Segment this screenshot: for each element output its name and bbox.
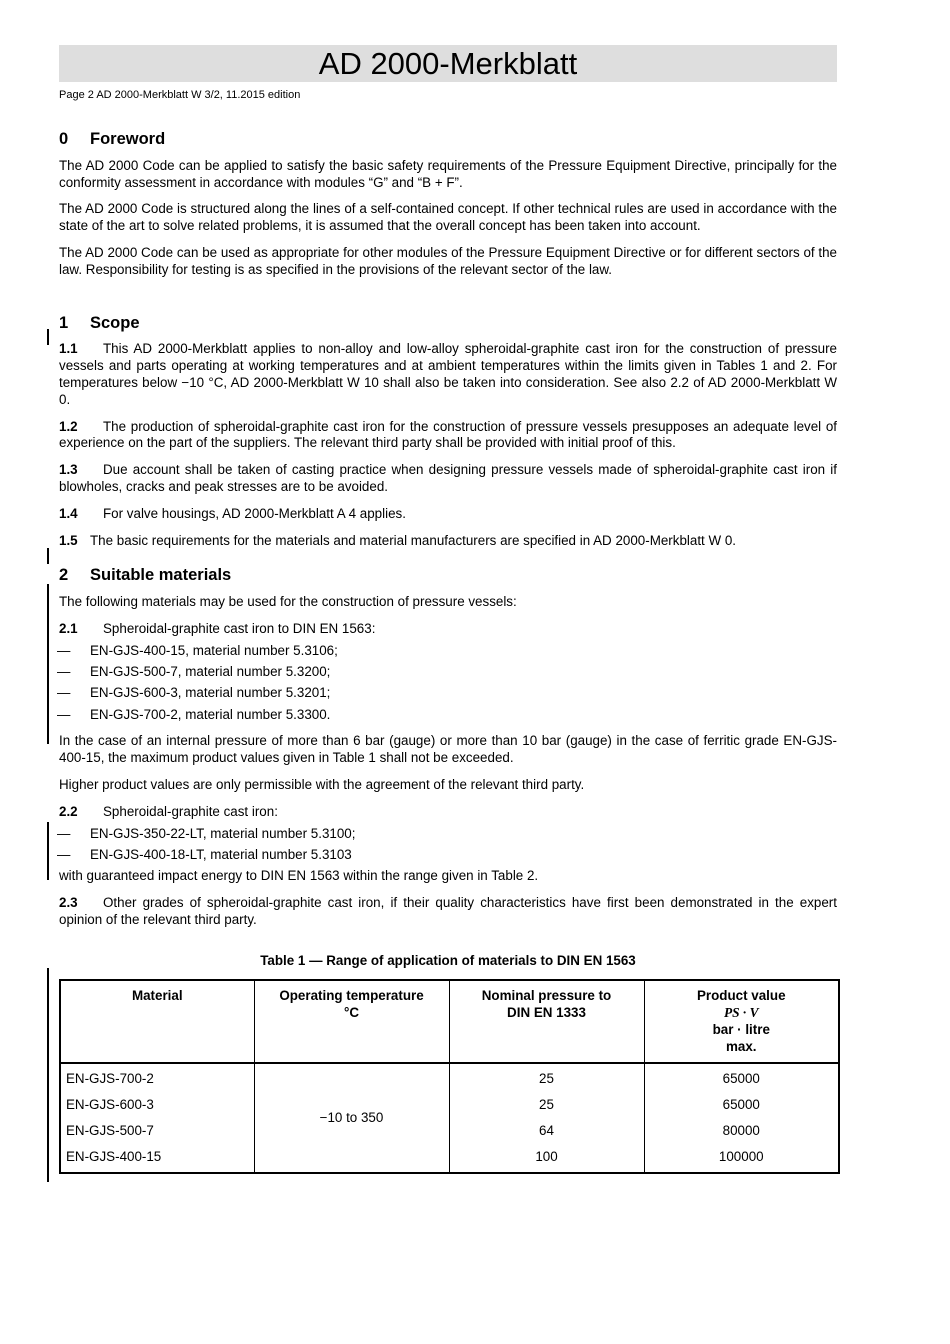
section-heading-suitable-materials: 2 Suitable materials bbox=[59, 566, 232, 585]
list-item: — EN-GJS-500-7, material number 5.3200; bbox=[57, 664, 331, 680]
clause-1-1: 1.1 This AD 2000-Merkblatt applies to non-alloy and low-alloy spheroidal-graphite cast iron for the construction of pressure vessels and parts operating at working temperatures and at ambient temperatures within the limits given in Tables 1 and 2. For temperatures below −10 °C, AD 2000-Merkblatt W 10 shall also be taken into consideration. See also 2.2 of AD 2000-Merkblatt W 0. bbox=[59, 341, 837, 407]
cell-material: EN-GJS-600-3 bbox=[60, 1092, 254, 1118]
clause-2-3: 2.3 Other grades of spheroidal-graphite cast iron, if their quality characteristics have first been demonstrated in the expert opinion of the relevant third party. bbox=[59, 895, 837, 927]
cell-product: 80000 bbox=[644, 1118, 839, 1144]
clause-2-2: 2.2 Spheroidal-graphite cast iron: bbox=[59, 803, 278, 819]
change-bar bbox=[47, 329, 49, 345]
cell-pressure: 25 bbox=[449, 1092, 644, 1118]
formula-ps-v: PS · V bbox=[723, 1005, 759, 1021]
paragraph: The following materials may be used for the construction of pressure vessels: bbox=[59, 594, 517, 610]
list-item: — EN-GJS-400-15, material number 5.3106; bbox=[57, 642, 338, 658]
section-heading-scope: 1 Scope bbox=[59, 313, 140, 332]
header-temperature: Operating temperature °C bbox=[254, 980, 449, 1063]
material-list-2-2 bbox=[59, 826, 837, 864]
list-item: — EN-GJS-350-22-LT, material number 5.3100; bbox=[57, 825, 356, 841]
table-row bbox=[60, 1144, 839, 1173]
header-material: Material bbox=[60, 980, 254, 1063]
cell-material: EN-GJS-500-7 bbox=[60, 1118, 254, 1144]
cell-pressure: 100 bbox=[449, 1144, 644, 1173]
clause-2-1: 2.1 Spheroidal-graphite cast iron to DIN EN 1563: bbox=[59, 620, 376, 636]
list-item: — EN-GJS-700-2, material number 5.3300. bbox=[57, 706, 331, 722]
list-item: — EN-GJS-600-3, material number 5.3201; bbox=[57, 685, 331, 701]
cell-temperature-range: −10 to 350 bbox=[254, 1063, 449, 1173]
clause-1-4: 1.4 For valve housings, AD 2000-Merkblatt A 4 applies. bbox=[59, 505, 406, 521]
cell-pressure: 25 bbox=[449, 1063, 644, 1092]
cell-pressure: 64 bbox=[449, 1118, 644, 1144]
cell-product: 65000 bbox=[644, 1063, 839, 1092]
change-bar bbox=[47, 548, 49, 564]
header-pressure: Nominal pressure to DIN EN 1333 bbox=[449, 980, 644, 1063]
paragraph: The AD 2000 Code can be applied to satisfy the basic safety requirements of the Pressure Equipment Directive, principally for the conformity assessment in accordance with modules “G” and “B + F”. bbox=[59, 157, 837, 190]
change-bar bbox=[47, 822, 49, 880]
clause-1-2: 1.2 The production of spheroidal-graphite cast iron for the construction of pressure vessels presupposes an adequate level of experience on the part of the suppliers. The relevant third party shall be provided with initial proof of this. bbox=[59, 418, 837, 451]
cell-product: 100000 bbox=[644, 1144, 839, 1173]
page-info: Page 2 AD 2000-Merkblatt W 3/2, 11.2015 edition bbox=[59, 89, 301, 101]
paragraph: The AD 2000 Code can be used as appropriate for other modules of the Pressure Equipment Directive or for different sectors of the law. Responsibility for testing is as specified in the provisions of the relevant sector of the law. bbox=[59, 244, 837, 277]
material-list-2-1 bbox=[59, 643, 837, 724]
paragraph: In the case of an internal pressure of more than 6 bar (gauge) or more than 10 bar (gauge) in the case of ferritic grade EN-GJS-400-15, the maximum product values given in Table 1 shall not be exceeded. bbox=[59, 733, 837, 766]
table-row bbox=[60, 1118, 839, 1144]
table-caption: Table 1 — Range of application of materials to DIN EN 1563 bbox=[260, 952, 636, 968]
clause-1-3: 1.3 Due account shall be taken of casting practice when designing pressure vessels made of spheroidal-graphite cast iron if blowholes, cracks and peak stresses are to be avoided. bbox=[59, 462, 837, 494]
list-item: — EN-GJS-400-18-LT, material number 5.3103 bbox=[57, 846, 352, 862]
paragraph: Higher product values are only permissible with the agreement of the relevant third party. bbox=[59, 777, 585, 793]
section-heading-foreword: 0 Foreword bbox=[59, 130, 166, 148]
header-product-value: Product value PS · V bar · litre max. bbox=[644, 980, 839, 1063]
materials-table bbox=[59, 979, 840, 1174]
change-bar bbox=[47, 968, 49, 1182]
table-row bbox=[60, 1063, 839, 1092]
table-row bbox=[60, 1092, 839, 1118]
change-bar bbox=[47, 584, 49, 744]
document-body bbox=[59, 131, 837, 1174]
paragraph: The AD 2000 Code is structured along the lines of a self-contained concept. If other technical rules are used in accordance with the state of the art to solve related problems, it is assumed that the overall concept has been taken into account. bbox=[59, 201, 837, 234]
clause-1-5: 1.5 The basic requirements for the materials and material manufacturers are specified in AD 2000-Merkblatt W 0. bbox=[59, 532, 737, 548]
cell-material: EN-GJS-400-15 bbox=[60, 1144, 254, 1173]
document-title-banner: AD 2000-Merkblatt bbox=[59, 45, 837, 82]
table-header-row bbox=[60, 980, 839, 1063]
cell-material: EN-GJS-700-2 bbox=[60, 1063, 254, 1092]
paragraph: with guaranteed impact energy to DIN EN 1563 within the range given in Table 2. bbox=[59, 868, 539, 884]
cell-product: 65000 bbox=[644, 1092, 839, 1118]
